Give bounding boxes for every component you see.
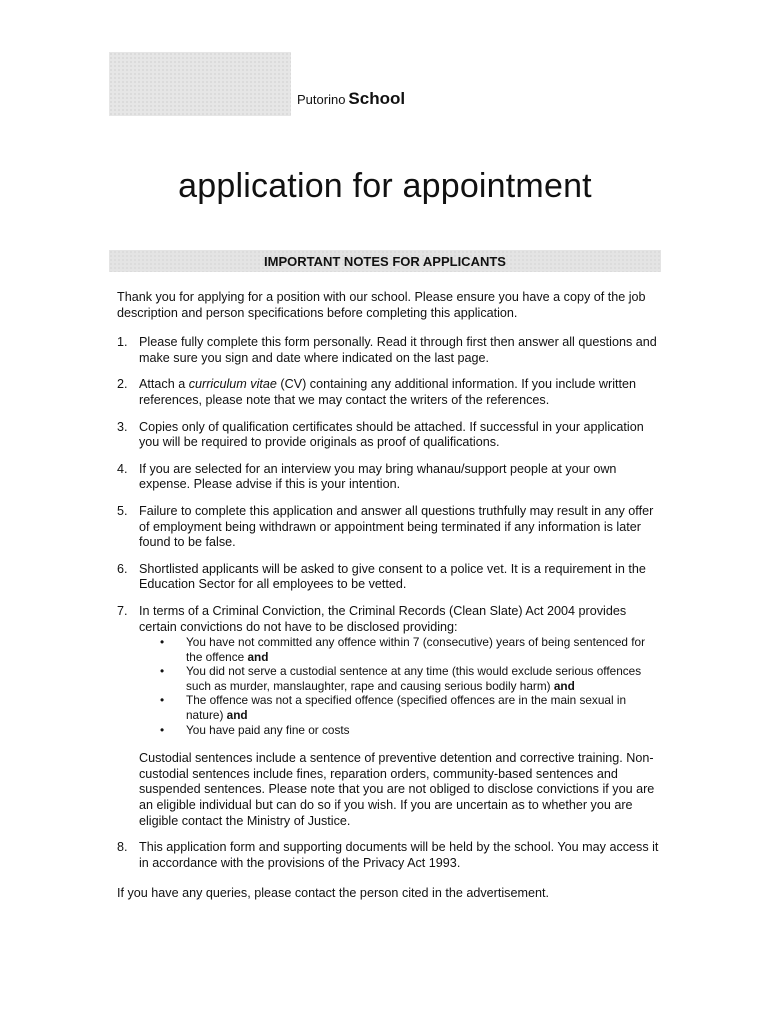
note-item <box>117 840 662 871</box>
note-number: 6. <box>117 561 128 576</box>
note-item <box>117 377 662 408</box>
note-item <box>117 335 662 366</box>
note-text: In terms of a Criminal Conviction, the Criminal Records (Clean Slate) Act 2004 provides certain convictions do not have to be disclosed providing: <box>139 603 627 634</box>
note-item <box>117 562 662 593</box>
note-item <box>117 504 662 551</box>
note-text-lead: Attach a <box>139 377 189 392</box>
note-text: If you are selected for an interview you may bring whanau/support people at your own expense. Please advise if this is your intention. <box>139 461 617 492</box>
school-name-line <box>297 89 405 109</box>
intro-paragraph: Thank you for applying for a position with our school. Please ensure you have a copy of the job description and person specifications before completing this application. <box>117 290 646 320</box>
condition-conjunction: and <box>226 708 248 723</box>
note-text: Please fully complete this form personally. Read it through first then answer all questions and make sure you sign and date where indicated on the last page. <box>139 335 657 365</box>
condition-conjunction: and <box>553 678 575 693</box>
school-name: Putorino <box>297 92 346 107</box>
notes-heading: IMPORTANT NOTES FOR APPLICANTS <box>109 250 661 272</box>
condition-item <box>160 722 662 738</box>
note-text: Shortlisted applicants will be asked to give consent to a police vet. It is a requirement in the Education Sector for all employees to be vetted. <box>139 561 646 592</box>
note-number: 1. <box>117 335 128 350</box>
note-text: This application form and supporting documents will be held by the school. You may access it in accordance with the provisions of the Privacy Act 1993. <box>139 840 659 870</box>
bullet-icon: • <box>160 635 165 650</box>
bullet-icon: • <box>160 722 165 737</box>
note-text-italic: curriculum vitae <box>188 377 277 392</box>
note-item <box>117 604 662 829</box>
closing-paragraph: If you have any queries, please contact the person cited in the advertisement. <box>117 886 549 901</box>
note-number: 2. <box>117 377 128 392</box>
condition-text: You have paid any fine or costs <box>186 722 350 737</box>
notes-content <box>117 290 662 902</box>
bullet-icon: • <box>160 664 165 679</box>
note-number: 5. <box>117 503 128 518</box>
conditions-list <box>139 635 662 737</box>
notes-list <box>117 335 662 871</box>
note-number: 7. <box>117 603 128 618</box>
bullet-icon: • <box>160 693 165 708</box>
condition-text: The offence was not a specified offence (specified offences are in the main sexual in nature) <box>186 693 627 723</box>
condition-conjunction: and <box>247 649 269 664</box>
custodial-paragraph: Custodial sentences include a sentence of preventive detention and corrective training. Non-custodial sentences include fines, reparation orders, community-based sentences and suspended sentences. Please note that you are not obliged to disclose convictions if you are an eligible individual but can do so if you wish. If you are uncertain as to whether you are eligible contact the Ministry of Justice. <box>139 751 655 828</box>
note-item <box>117 420 662 451</box>
school-logo-placeholder <box>109 52 291 116</box>
condition-item <box>160 693 662 723</box>
note-text-trail: (CV) containing any additional information. If you include written references, please note that we may contact the writers of the references. <box>139 377 637 407</box>
condition-text: You have not committed any offence within 7 (consecutive) years of being sentenced for the offence <box>186 635 646 664</box>
condition-item <box>160 664 662 693</box>
school-label: School <box>348 89 406 108</box>
document-title: application for appointment <box>178 167 592 205</box>
note-text: Failure to complete this application and answer all questions truthfully may result in any offer of employment being withdrawn or appointment being terminated if any information is later found to be false. <box>139 503 654 550</box>
condition-text: You did not serve a custodial sentence at any time (this would exclude serious offences such as murder, manslaughter, rape and causing serious bodily harm) <box>186 664 642 693</box>
note-number: 4. <box>117 461 128 476</box>
note-item <box>117 462 662 493</box>
note-number: 3. <box>117 419 128 434</box>
note-number: 8. <box>117 840 128 855</box>
condition-item <box>160 635 662 664</box>
note-text: Copies only of qualification certificates should be attached. If successful in your application you will be required to provide originals as proof of qualifications. <box>139 419 644 450</box>
